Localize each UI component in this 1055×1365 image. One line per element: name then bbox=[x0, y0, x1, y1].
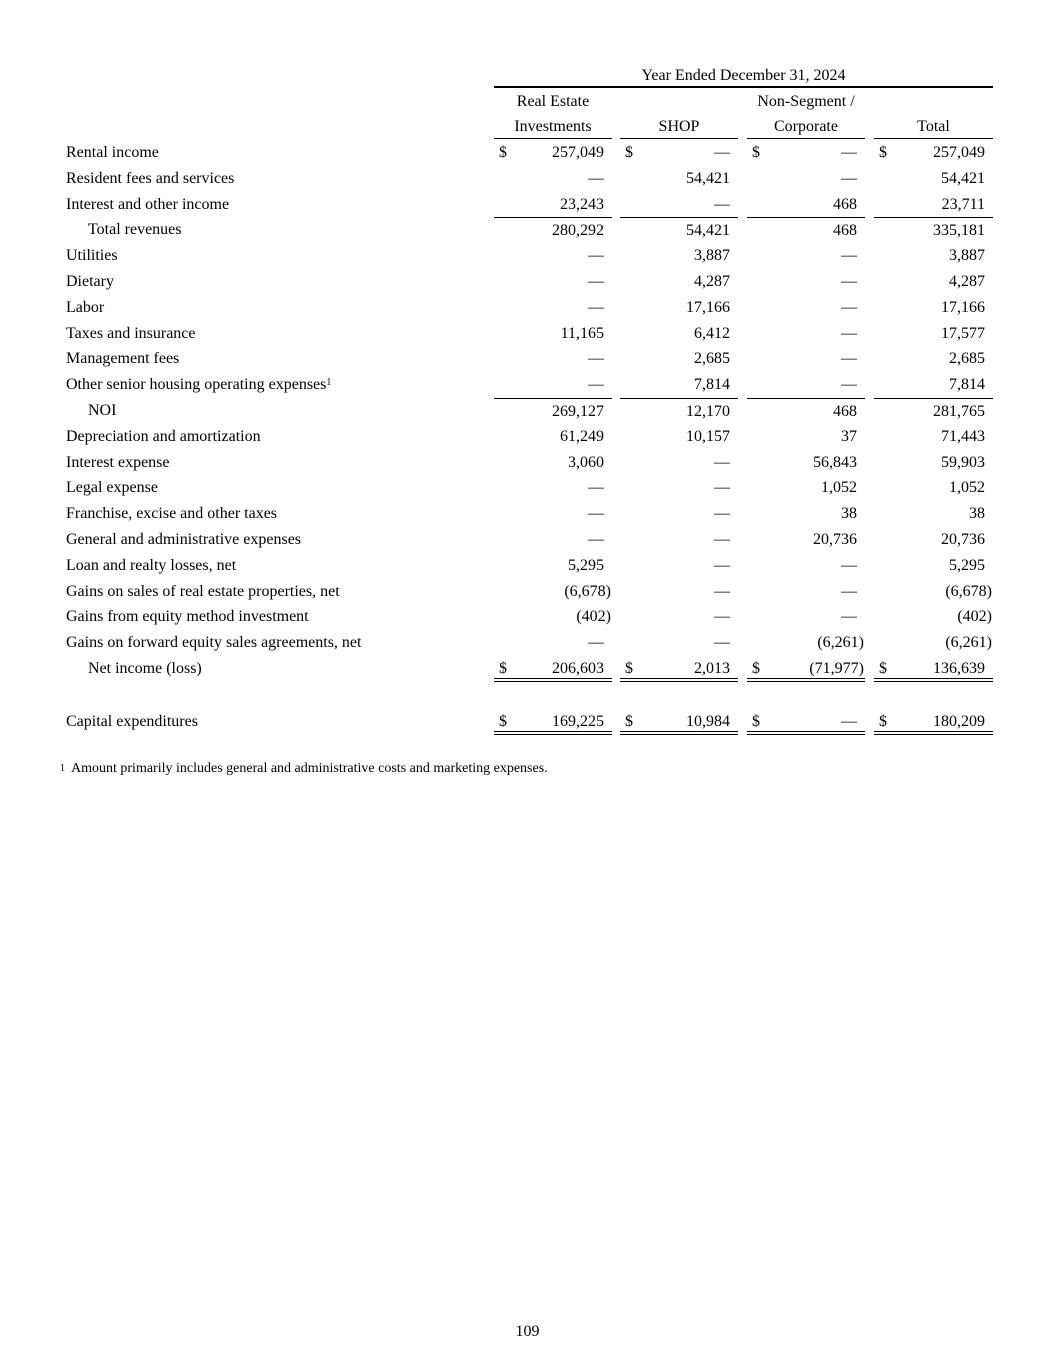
table-cell bbox=[620, 269, 738, 295]
row-label bbox=[66, 243, 118, 269]
row-label-text: Gains from equity method investment bbox=[66, 608, 309, 626]
cell-value: 54,421 bbox=[686, 222, 730, 240]
cell-value: — bbox=[714, 453, 730, 471]
cell-value: 38 bbox=[969, 505, 985, 523]
cell-value: 61,249 bbox=[560, 427, 604, 445]
cell-value: — bbox=[841, 169, 857, 187]
cell-value: (71,977) bbox=[809, 660, 864, 677]
row-label-text: Net income (loss) bbox=[88, 660, 202, 677]
table-cell bbox=[494, 398, 612, 424]
table-cell bbox=[747, 579, 865, 605]
cell-value: — bbox=[841, 556, 857, 574]
cell-value: — bbox=[588, 169, 604, 187]
cell-value: — bbox=[841, 582, 857, 600]
table-cell bbox=[494, 140, 612, 166]
table-cell bbox=[747, 192, 865, 218]
table-cell bbox=[874, 630, 993, 656]
row-label-text: Capital expenditures bbox=[66, 713, 198, 730]
row-label bbox=[66, 372, 331, 398]
row-label bbox=[88, 656, 202, 682]
row-label bbox=[66, 604, 309, 630]
table-cell bbox=[747, 166, 865, 192]
table-cell bbox=[620, 346, 738, 372]
table-row bbox=[0, 424, 1055, 450]
cell-value: 280,292 bbox=[552, 222, 604, 240]
footnote-marker: 1 bbox=[326, 377, 332, 389]
table-cell bbox=[874, 346, 993, 372]
cell-value: — bbox=[588, 350, 604, 368]
table-row bbox=[0, 269, 1055, 295]
cell-value: 2,685 bbox=[694, 350, 730, 368]
cell-value: 20,736 bbox=[941, 531, 985, 548]
cell-value: — bbox=[841, 273, 857, 290]
cell-value: — bbox=[841, 608, 857, 626]
table-cell bbox=[874, 140, 993, 166]
cell-value: — bbox=[714, 144, 730, 161]
table-cell bbox=[494, 630, 612, 656]
cell-value: 5,295 bbox=[568, 556, 604, 574]
col-header-shop-line2: SHOP bbox=[620, 115, 738, 139]
row-label-text: Rental income bbox=[66, 144, 159, 161]
table-cell bbox=[620, 579, 738, 605]
table-cell bbox=[874, 501, 993, 527]
cell-value: 468 bbox=[833, 403, 857, 420]
currency-symbol: $ bbox=[879, 713, 887, 730]
currency-symbol: $ bbox=[499, 713, 507, 730]
table-cell bbox=[747, 372, 865, 398]
cell-value: (6,678) bbox=[945, 582, 992, 600]
currency-symbol: $ bbox=[499, 144, 507, 161]
cell-value: 180,209 bbox=[933, 713, 985, 730]
table-cell bbox=[874, 450, 993, 476]
row-label bbox=[66, 501, 277, 527]
table-cell bbox=[747, 475, 865, 501]
row-label-text: General and administrative expenses bbox=[66, 531, 302, 548]
table-cell bbox=[620, 243, 738, 269]
table-cell bbox=[874, 656, 993, 682]
cell-value: 1,052 bbox=[821, 479, 857, 497]
table-cell bbox=[620, 709, 738, 735]
row-label-text: Utilities bbox=[66, 247, 118, 265]
table-cell bbox=[494, 475, 612, 501]
table-row bbox=[0, 501, 1055, 527]
cell-value: — bbox=[714, 582, 730, 600]
table-cell bbox=[747, 604, 865, 630]
table-cell bbox=[620, 424, 738, 450]
footnote-number: 1 bbox=[60, 763, 65, 774]
table-cell bbox=[620, 475, 738, 501]
table-row bbox=[0, 243, 1055, 269]
cell-value: — bbox=[588, 479, 604, 497]
table-cell bbox=[747, 140, 865, 166]
row-label bbox=[66, 475, 158, 501]
currency-symbol: $ bbox=[752, 713, 760, 730]
table-cell bbox=[747, 656, 865, 682]
cell-value: 269,127 bbox=[552, 403, 604, 420]
cell-value: 17,166 bbox=[686, 298, 730, 316]
table-cell bbox=[874, 527, 993, 553]
table-cell bbox=[494, 166, 612, 192]
table-row bbox=[0, 553, 1055, 579]
cell-value: 38 bbox=[841, 505, 857, 523]
cell-value: 281,765 bbox=[933, 403, 985, 420]
row-label bbox=[66, 579, 340, 605]
table-cell bbox=[494, 709, 612, 735]
row-label-text: Franchise, excise and other taxes bbox=[66, 505, 278, 523]
row-label-text: Total revenues bbox=[88, 221, 182, 239]
table-row bbox=[0, 604, 1055, 630]
table-cell bbox=[747, 424, 865, 450]
table-cell bbox=[620, 527, 738, 553]
cell-value: 257,049 bbox=[933, 144, 985, 161]
cell-value: — bbox=[841, 713, 857, 730]
currency-symbol: $ bbox=[625, 713, 633, 730]
cell-value: — bbox=[841, 298, 857, 316]
table-cell bbox=[747, 269, 865, 295]
table-cell bbox=[620, 295, 738, 321]
row-label bbox=[66, 630, 361, 656]
table-cell bbox=[747, 709, 865, 735]
table-row bbox=[0, 579, 1055, 605]
currency-symbol: $ bbox=[625, 144, 633, 161]
table-row bbox=[0, 527, 1055, 553]
cell-value: 56,843 bbox=[813, 453, 857, 471]
row-label bbox=[66, 553, 236, 579]
cell-value: (6,678) bbox=[564, 582, 611, 600]
row-label-text: Depreciation and amortization bbox=[66, 427, 261, 445]
cell-value: 169,225 bbox=[552, 713, 604, 730]
row-label-text: Labor bbox=[66, 298, 105, 316]
table-cell bbox=[747, 398, 865, 424]
table-cell bbox=[874, 217, 993, 243]
row-label bbox=[66, 424, 261, 450]
row-label bbox=[66, 527, 301, 553]
table-cell bbox=[874, 321, 993, 347]
table-cell bbox=[747, 243, 865, 269]
table-cell bbox=[494, 217, 612, 243]
row-label bbox=[88, 217, 182, 243]
cell-value: — bbox=[841, 376, 857, 394]
table-cell bbox=[874, 709, 993, 735]
table-cell bbox=[874, 604, 993, 630]
table-cell bbox=[874, 192, 993, 218]
cell-value: — bbox=[714, 556, 730, 574]
currency-symbol: $ bbox=[879, 660, 887, 677]
cell-value: — bbox=[588, 531, 604, 548]
table-row bbox=[0, 295, 1055, 321]
table-row bbox=[0, 321, 1055, 347]
cell-value: — bbox=[841, 247, 857, 265]
cell-value: — bbox=[841, 350, 857, 368]
row-label bbox=[66, 295, 104, 321]
table-cell bbox=[747, 501, 865, 527]
currency-symbol: $ bbox=[752, 660, 760, 677]
col-header-real-estate-line2: Investments bbox=[494, 115, 612, 139]
table-row bbox=[0, 709, 1055, 735]
cell-value: 1,052 bbox=[949, 479, 985, 497]
row-label bbox=[88, 398, 116, 424]
cell-value: 59,903 bbox=[941, 453, 985, 471]
cell-value: 6,412 bbox=[694, 324, 730, 342]
table-cell bbox=[494, 604, 612, 630]
table-row bbox=[0, 192, 1055, 218]
cell-value: 3,887 bbox=[694, 247, 730, 265]
cell-value: 37 bbox=[841, 427, 857, 445]
row-label-text: NOI bbox=[88, 402, 117, 419]
table-cell bbox=[874, 269, 993, 295]
cell-value: — bbox=[588, 247, 604, 265]
table-cell bbox=[494, 243, 612, 269]
cell-value: — bbox=[714, 505, 730, 523]
cell-value: 257,049 bbox=[552, 144, 604, 161]
table-row bbox=[0, 450, 1055, 476]
table-cell bbox=[620, 553, 738, 579]
table-row bbox=[0, 656, 1055, 682]
table-cell bbox=[494, 527, 612, 553]
currency-symbol: $ bbox=[499, 660, 507, 677]
table-cell bbox=[620, 192, 738, 218]
row-label bbox=[66, 140, 159, 166]
cell-value: 4,287 bbox=[694, 273, 730, 290]
cell-value: — bbox=[588, 298, 604, 316]
table-cell bbox=[620, 501, 738, 527]
row-label-text: Taxes and insurance bbox=[66, 324, 196, 342]
table-cell bbox=[874, 243, 993, 269]
cell-value: — bbox=[714, 531, 730, 548]
row-label-text: Management fees bbox=[66, 350, 180, 368]
table-cell bbox=[494, 424, 612, 450]
cell-value: 2,685 bbox=[949, 350, 985, 368]
row-label-text: Interest expense bbox=[66, 453, 170, 471]
cell-value: — bbox=[841, 144, 857, 161]
cell-value: 7,814 bbox=[949, 376, 985, 394]
cell-value: 23,243 bbox=[560, 195, 604, 213]
cell-value: — bbox=[714, 634, 730, 652]
cell-value: 7,814 bbox=[694, 376, 730, 394]
row-label bbox=[66, 269, 114, 295]
table-cell bbox=[620, 450, 738, 476]
cell-value: 5,295 bbox=[949, 556, 985, 574]
cell-value: 3,887 bbox=[949, 247, 985, 265]
row-label-text: Gains on sales of real estate properties, net bbox=[66, 582, 340, 600]
table-row bbox=[0, 475, 1055, 501]
table-row bbox=[0, 217, 1055, 243]
table-cell bbox=[874, 579, 993, 605]
table-cell bbox=[747, 553, 865, 579]
cell-value: — bbox=[714, 195, 730, 213]
col-header-corporate-line1: Non-Segment / bbox=[757, 93, 855, 110]
table-cell bbox=[620, 656, 738, 682]
page-number: 109 bbox=[515, 1323, 540, 1340]
row-label bbox=[66, 321, 196, 347]
cell-value: 468 bbox=[833, 195, 857, 213]
currency-symbol: $ bbox=[625, 660, 633, 677]
table-cell bbox=[494, 553, 612, 579]
cell-value: — bbox=[588, 634, 604, 652]
footnote bbox=[60, 760, 548, 778]
cell-value: 23,711 bbox=[941, 195, 985, 213]
table-cell bbox=[620, 604, 738, 630]
table-cell bbox=[874, 475, 993, 501]
row-label bbox=[66, 166, 234, 192]
table-row bbox=[0, 166, 1055, 192]
table-cell bbox=[747, 527, 865, 553]
row-label-text: Loan and realty losses, net bbox=[66, 556, 237, 574]
col-header-total-line1 bbox=[874, 90, 993, 114]
cell-value: 54,421 bbox=[941, 169, 985, 187]
table-cell bbox=[747, 217, 865, 243]
cell-value: (402) bbox=[576, 608, 611, 626]
row-label bbox=[66, 709, 198, 735]
cell-value: 12,170 bbox=[686, 403, 730, 420]
table-cell bbox=[747, 450, 865, 476]
table-cell bbox=[620, 398, 738, 424]
cell-value: — bbox=[841, 324, 857, 342]
row-label-text: Gains on forward equity sales agreements, net bbox=[66, 634, 362, 652]
cell-value: 11,165 bbox=[560, 324, 604, 342]
cell-value: (6,261) bbox=[945, 634, 992, 652]
col-header-corporate-line2: Corporate bbox=[747, 115, 865, 139]
table-row bbox=[0, 140, 1055, 166]
table-cell bbox=[874, 372, 993, 398]
cell-value: 54,421 bbox=[686, 169, 730, 187]
cell-value: 20,736 bbox=[813, 531, 857, 548]
cell-value: — bbox=[588, 273, 604, 290]
cell-value: (402) bbox=[957, 608, 992, 626]
cell-value: — bbox=[588, 376, 604, 394]
table-cell bbox=[747, 346, 865, 372]
cell-value: — bbox=[588, 505, 604, 523]
cell-value: 4,287 bbox=[949, 273, 985, 290]
cell-value: — bbox=[714, 608, 730, 626]
table-cell bbox=[747, 321, 865, 347]
table-row bbox=[0, 630, 1055, 656]
table-cell bbox=[747, 630, 865, 656]
table-cell bbox=[494, 501, 612, 527]
table-cell bbox=[494, 346, 612, 372]
cell-value: 10,984 bbox=[686, 713, 730, 730]
table-cell bbox=[620, 166, 738, 192]
cell-value: 468 bbox=[833, 222, 857, 240]
row-label-text: Interest and other income bbox=[66, 195, 230, 213]
cell-value: 17,166 bbox=[941, 298, 985, 316]
table-cell bbox=[620, 217, 738, 243]
table-cell bbox=[874, 424, 993, 450]
cell-value: 3,060 bbox=[568, 453, 604, 471]
cell-value: 206,603 bbox=[552, 660, 604, 677]
row-label-text: Resident fees and services bbox=[66, 169, 235, 187]
table-cell bbox=[494, 372, 612, 398]
row-label-text: Legal expense bbox=[66, 479, 158, 497]
table-cell bbox=[874, 553, 993, 579]
row-label bbox=[66, 450, 170, 476]
table-cell bbox=[494, 656, 612, 682]
table-cell bbox=[620, 372, 738, 398]
table-cell bbox=[874, 295, 993, 321]
row-label bbox=[66, 346, 179, 372]
table-cell bbox=[494, 450, 612, 476]
cell-value: 335,181 bbox=[933, 222, 985, 240]
period-header: Year Ended December 31, 2024 bbox=[494, 64, 993, 88]
table-cell bbox=[620, 630, 738, 656]
row-label-text: Other senior housing operating expenses bbox=[66, 376, 327, 394]
cell-value: — bbox=[714, 479, 730, 497]
col-header-total-line2: Total bbox=[874, 115, 993, 139]
row-label bbox=[66, 192, 229, 218]
footnote-text: Amount primarily includes general and administrative costs and marketing expenses. bbox=[71, 761, 548, 776]
table-row bbox=[0, 398, 1055, 424]
cell-value: (6,261) bbox=[817, 634, 864, 652]
table-cell bbox=[620, 321, 738, 347]
col-header-shop-line1 bbox=[620, 90, 738, 114]
table-cell bbox=[494, 192, 612, 218]
col-header-real-estate-line1: Real Estate bbox=[516, 93, 590, 110]
table-cell bbox=[494, 269, 612, 295]
table-cell bbox=[620, 140, 738, 166]
table-cell bbox=[494, 295, 612, 321]
currency-symbol: $ bbox=[879, 144, 887, 161]
cell-value: 2,013 bbox=[694, 660, 730, 677]
table-row bbox=[0, 346, 1055, 372]
cell-value: 136,639 bbox=[933, 660, 985, 677]
cell-value: 10,157 bbox=[686, 427, 730, 445]
table-cell bbox=[874, 166, 993, 192]
table-cell bbox=[494, 579, 612, 605]
row-label-text: Dietary bbox=[66, 273, 114, 290]
cell-value: 71,443 bbox=[941, 427, 985, 445]
table-row bbox=[0, 372, 1055, 398]
table-cell bbox=[747, 295, 865, 321]
currency-symbol: $ bbox=[752, 144, 760, 161]
cell-value: 17,577 bbox=[941, 324, 985, 342]
table-cell bbox=[494, 321, 612, 347]
table-cell bbox=[874, 398, 993, 424]
